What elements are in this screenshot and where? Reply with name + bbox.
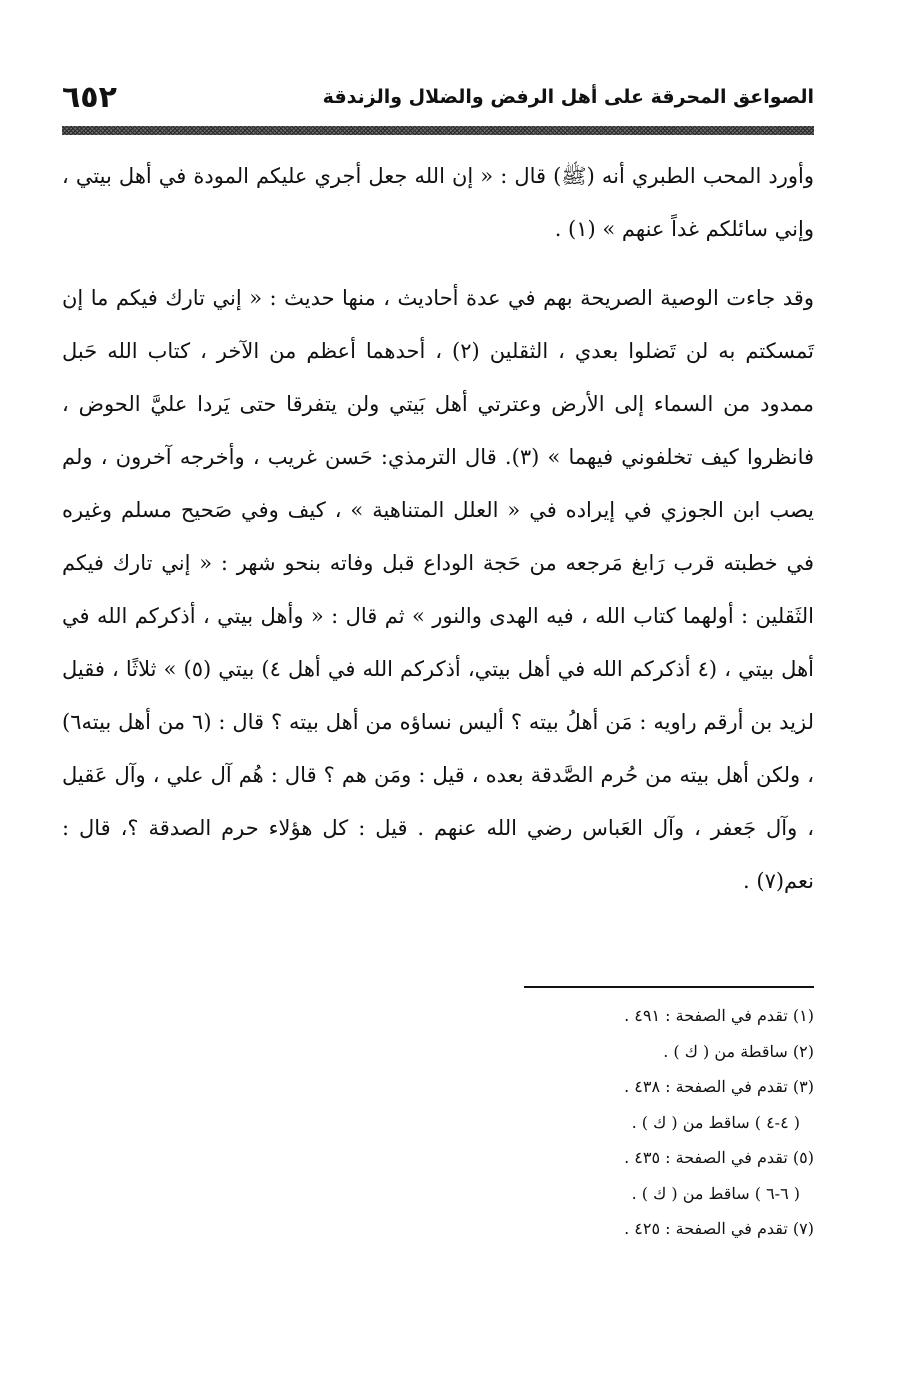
- footnote: (٥) تقدم في الصفحة : ٤٣٥ .: [624, 1148, 814, 1167]
- footnotes: [62, 998, 814, 1247]
- footnote: (٣) تقدم في الصفحة : ٤٣٨ .: [624, 1077, 814, 1096]
- footnote: ( ٦-٦ ) ساقط من ( ك ) .: [631, 1183, 800, 1203]
- header-rule: [62, 126, 814, 135]
- footnote: (١) تقدم في الصفحة : ٤٩١ .: [624, 1006, 814, 1025]
- footnote: ( ٤-٤ ) ساقط من ( ك ) .: [631, 1112, 800, 1132]
- page-header: [62, 76, 814, 118]
- running-title: الصواعق المحرقة على أهل الرفض والضلال والزندقة: [322, 86, 814, 108]
- main-text: [62, 150, 814, 908]
- paragraph: وقد جاءت الوصية الصريحة بهم في عدة أحاديث ، منها حديث : « إني تارك فيكم ما إن تَمسكتم به لن تَضلوا بعدي ، الثقلين (٢) ، أحدهما أعظم من الآخر ، كتاب الله حَبل ممدود من السماء إلى الأرض وعترتي أهل بَيتي ولن يتفرقا حتى يَردا عليَّ الحوض ، فانظروا كيف تخلفوني فيهما » (٣). قال الترمذي: حَسن غريب ، وأخرجه آخرون ، ولم يصب ابن الجوزي في إيراده في « العلل المتناهية » ، كيف وفي صَحيح مسلم وغيره في خطبته قرب رَابغ مَرجعه من حَجة الوداع قبل وفاته بنحو شهر : « إني تارك فيكم الثَقلين : أولهما كتاب الله ، فيه الهدى والنور » ثم قال : « وأهل بيتي ، أذكركم الله في أهل بيتي ، (٤ أذكركم الله في أهل بيتي، أذكركم الله في أهل ٤) بيتي (٥) » ثلاثًا ، فقيل لزيد بن أرقم راويه : مَن أهلُ بيته ؟ أليس نساؤه من أهل بيته ؟ قال : (٦ من أهل بيته٦) ، ولكن أهل بيته من حُرم الصَّدقة بعده ، قيل : ومَن هم ؟ قال : هُم آل علي ، وآل عَقيل ، وآل جَعفر ، وآل العَباس رضي الله عنهم . قيل : كل هؤلاء حرم الصدقة ؟، قال : نعم(٧) .: [62, 286, 815, 893]
- footnote: (٢) ساقطة من ( ك ) .: [663, 1041, 814, 1061]
- footnote: (٧) تقدم في الصفحة : ٤٢٥ .: [624, 1219, 814, 1238]
- page-number: ٦٥٢: [62, 79, 117, 115]
- footnote-separator: [524, 986, 814, 988]
- paragraph: وأورد المحب الطبري أنه (ﷺ) قال : « إن الله جعل أجري عليكم المودة في أهل بيتي ، وإني سائلكم غداً عنهم » (١) .: [62, 164, 814, 241]
